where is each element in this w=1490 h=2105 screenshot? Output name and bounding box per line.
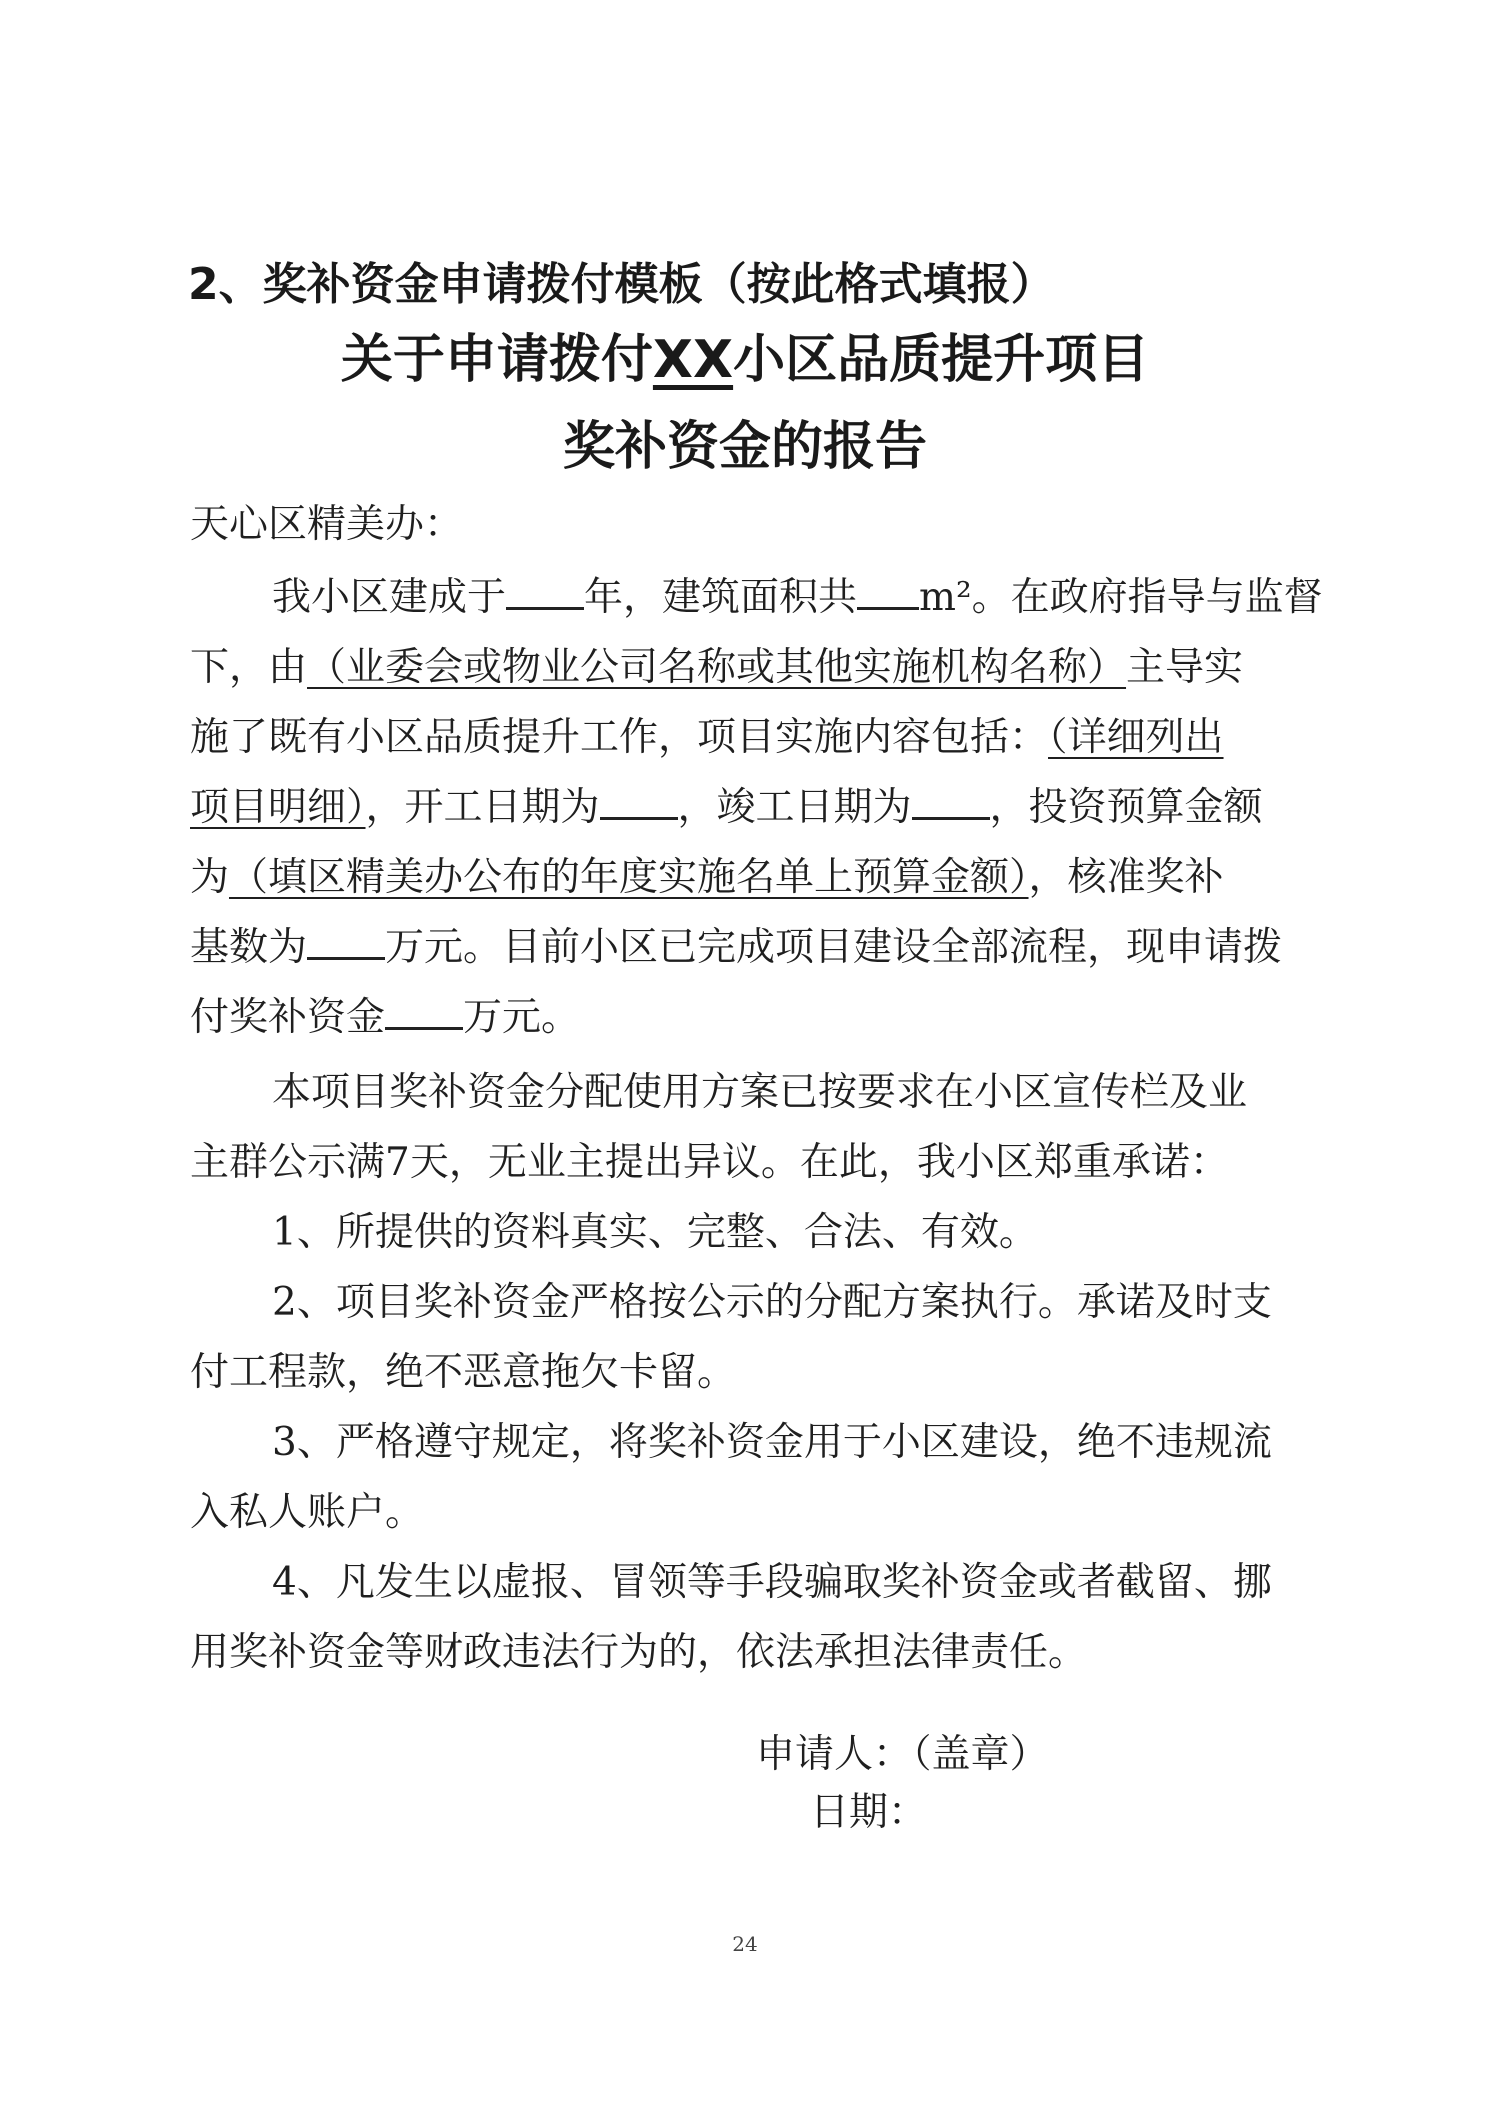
recipient: 天心区精美办：	[190, 502, 464, 547]
text: 施了既有小区品质提升工作，项目实施内容包括：	[190, 715, 1049, 760]
title-placeholder: XX	[652, 330, 734, 390]
promise-1: 1、所提供的资料真实、完整、合法、有效。	[272, 1210, 1038, 1255]
text: ，竣工日期为	[677, 785, 912, 830]
text: 万元。	[463, 995, 581, 1040]
text: ，开工日期为	[365, 785, 600, 830]
promise-4-line1: 4、凡发生以虚报、冒领等手段骗取奖补资金或者截留、挪	[272, 1560, 1272, 1605]
text: 下，由	[190, 645, 308, 690]
para1-line7	[190, 993, 580, 1043]
text: m²。在政府指导与监督	[919, 575, 1323, 620]
text: 基数为	[190, 925, 308, 970]
para1-line2	[190, 643, 1243, 693]
section-heading: 2、奖补资金申请拨付模板（按此格式填报）	[188, 259, 1055, 310]
promise-4-line2: 用奖补资金等财政违法行为的，依法承担法律责任。	[190, 1630, 1088, 1675]
para1-line3	[190, 713, 1224, 763]
para1-line5	[190, 853, 1224, 903]
text: 为	[190, 855, 230, 900]
title-suffix: 小区品质提升项目	[733, 330, 1150, 390]
blank-end-date	[912, 787, 990, 820]
blank-request-amount	[385, 997, 463, 1030]
para1-line1	[272, 573, 1323, 623]
para1-line6	[190, 923, 1282, 973]
blank-base-amount	[307, 927, 385, 960]
applicant-seal: 申请人：（盖章）	[756, 1732, 1049, 1777]
blank-area	[857, 577, 919, 610]
report-title-line-2: 奖补资金的报告	[562, 417, 927, 477]
date-label: 日期：	[810, 1790, 928, 1835]
blank-start-date	[600, 787, 678, 820]
text: 付奖补资金	[190, 995, 386, 1040]
para1-line4	[190, 783, 1263, 833]
title-prefix: 关于申请拨付	[340, 330, 653, 390]
promise-3-line1: 3、严格遵守规定，将奖补资金用于小区建设，绝不违规流	[272, 1420, 1272, 1465]
report-title-line-1	[0, 325, 1490, 395]
blank-year	[506, 577, 584, 610]
text: ，核准奖补	[1028, 855, 1224, 900]
text: 年，建筑面积共	[584, 575, 858, 620]
promise-2-line2: 付工程款，绝不恶意拖欠卡留。	[190, 1350, 737, 1395]
underlined-placeholder: （详细列出	[1048, 715, 1224, 760]
text: 我小区建成于	[272, 575, 507, 620]
para2-line1: 本项目奖补资金分配使用方案已按要求在小区宣传栏及业	[272, 1070, 1248, 1115]
promise-2-line1: 2、项目奖补资金严格按公示的分配方案执行。承诺及时支	[272, 1280, 1272, 1325]
text: ，投资预算金额	[989, 785, 1263, 830]
text: 主导实	[1126, 645, 1244, 690]
underlined-placeholder: （业委会或物业公司名称或其他实施机构名称）	[307, 645, 1127, 690]
underlined-placeholder: （填区精美办公布的年度实施名单上预算金额）	[229, 855, 1029, 900]
promise-3-line2: 入私人账户。	[190, 1490, 425, 1535]
page-number: 24	[732, 1932, 758, 1956]
para2-line2: 主群公示满7天，无业主提出异议。在此，我小区郑重承诺：	[190, 1140, 1229, 1185]
underlined-placeholder: 项目明细）	[190, 785, 366, 830]
text: 万元。目前小区已完成项目建设全部流程，现申请拨	[385, 925, 1283, 970]
